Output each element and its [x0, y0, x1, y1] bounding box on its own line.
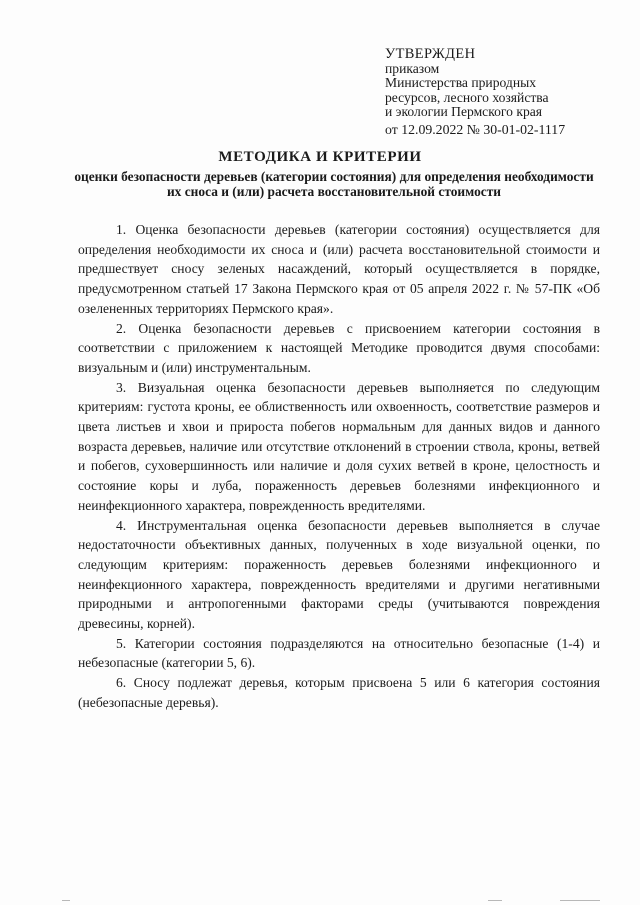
approval-line: и экологии Пермского края: [385, 104, 543, 120]
document-subtitle: оценки безопасности деревьев (категории состояния) для определения необходимости их сноса и (или) расчета восстановительной стоимости: [74, 169, 594, 199]
scan-mark: [62, 900, 70, 901]
paragraph-4: 4. Инструментальная оценка безопасности деревьев выполняется в случае недостаточности объективных данных, полученных в ходе визуальной оценки, по следующим критериям: пораженность деревьев болезнями инфекционного и неинфекционного характера, поврежденность вредителями и другими негативными природными и антропогенными факторами среды (учитываются повреждения древесины, корней).: [78, 517, 600, 632]
scan-mark: [488, 900, 502, 901]
paragraph-2: 2. Оценка безопасности деревьев с присвоением категории состояния в соответствии с приложением к настоящей Методике проводится двумя способами: визуальным и (или) инструментальным.: [78, 320, 600, 375]
document-body: [78, 220, 600, 713]
approval-line: ресурсов, лесного хозяйства: [385, 89, 549, 105]
scan-mark: [560, 900, 600, 901]
scan-edge-marks: [0, 893, 640, 905]
approval-date-number: от 12.09.2022 № 30-01-02-1117: [385, 121, 566, 137]
paragraph-5: 5. Категории состояния подразделяются на относительно безопасные (1-4) и небезопасные (категории 5, 6).: [78, 635, 600, 671]
approval-line: Министерства природных: [385, 75, 537, 91]
document-title: МЕТОДИКА И КРИТЕРИИ: [218, 149, 422, 165]
paragraph-1: 1. Оценка безопасности деревьев (категории состояния) осуществляется для определения необходимости их сноса и (или) расчета восстановительной стоимости и предшествует сносу зеленых насаждений, который осуществляется в порядке, предусмотренном статьей 17 Закона Пермского края от 05 апреля 2022 г. № 57-ПК «Об озелененных территориях Пермского края».: [78, 222, 600, 316]
paragraph-3: 3. Визуальная оценка безопасности деревьев выполняется по следующим критериям: густота кроны, ее облиственность или охвоенность, соответствие размеров и цвета листьев и хвои и прироста побегов нормальным для данных видов и данного возраста деревьев, наличие или отсутствие отклонений в строении ствола, кроны, ветвей и побегов, суховершинность или наличие и доля сухих ветвей в кроне, целостность и состояние коры и луба, пораженность деревьев болезнями инфекционного и неинфекционного характера, поврежденность вредителями.: [78, 379, 600, 513]
paragraph-6: 6. Сносу подлежат деревья, которым присвоена 5 или 6 категория состояния (небезопасные деревья).: [78, 675, 600, 710]
approval-stamp-block: [385, 47, 625, 138]
approval-heading: УТВЕРЖДЕН: [385, 46, 476, 62]
approval-line: приказом: [385, 60, 440, 76]
